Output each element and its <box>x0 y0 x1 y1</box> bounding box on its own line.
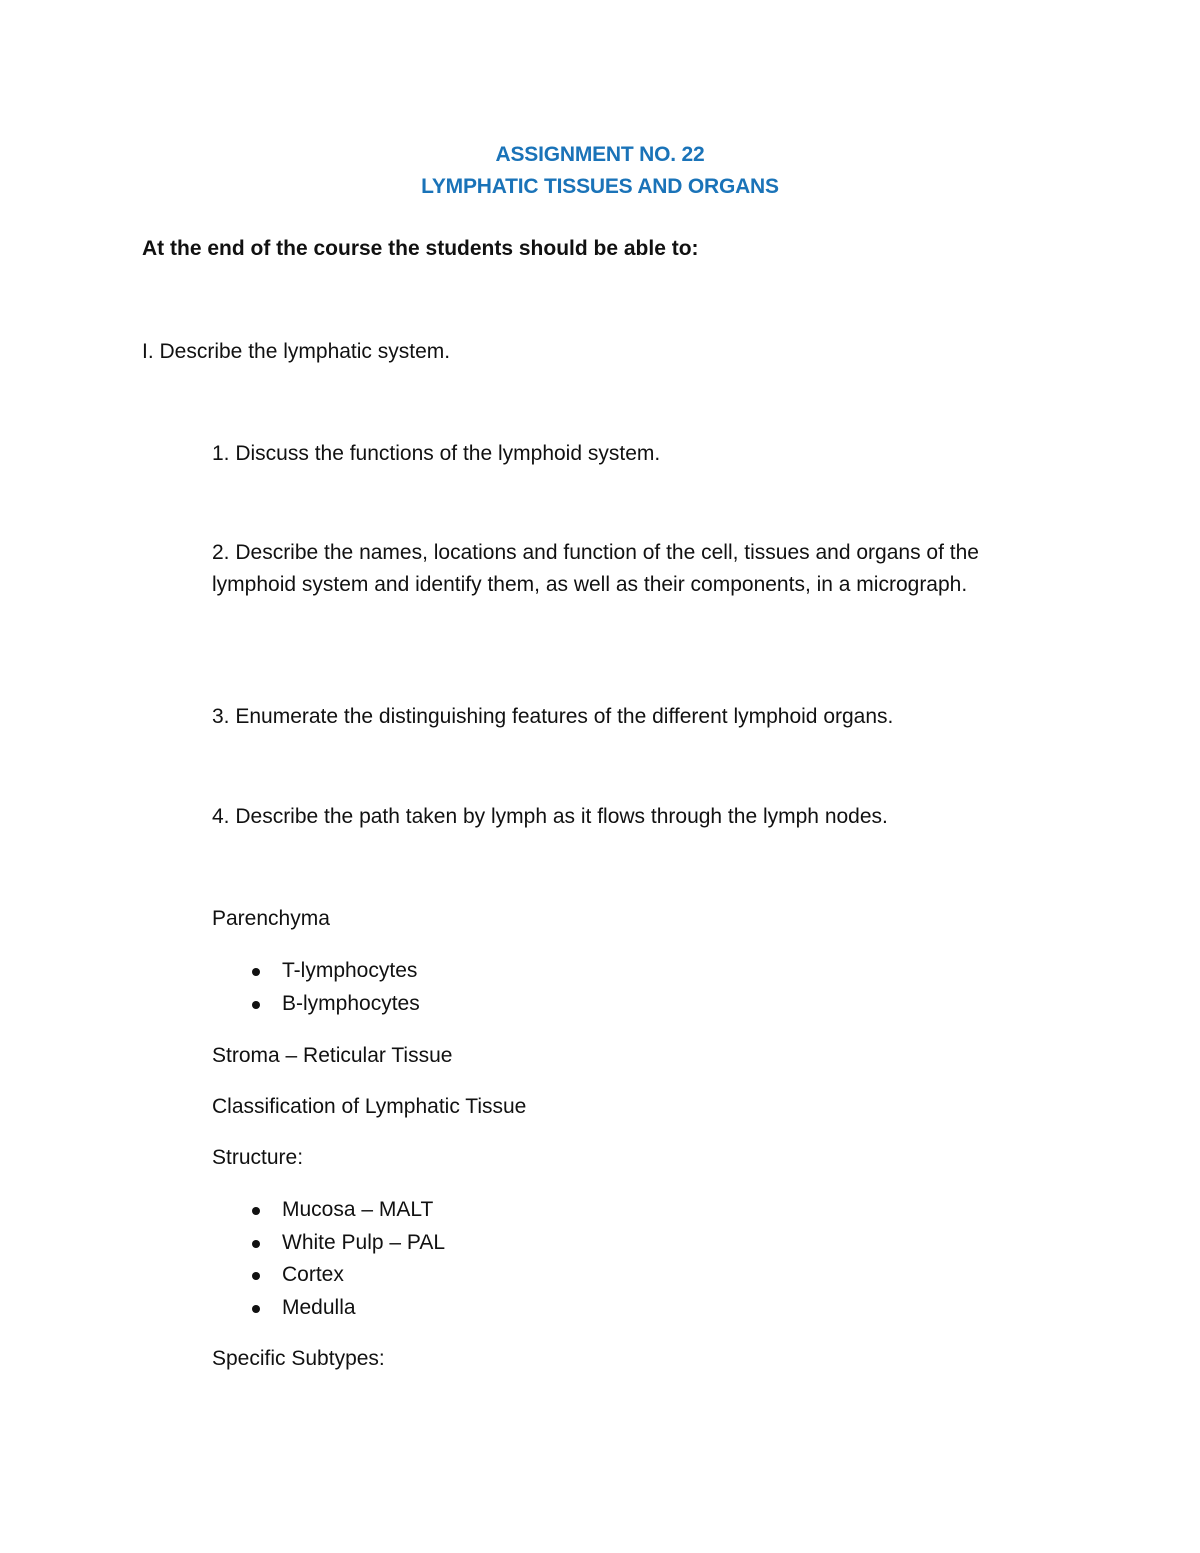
sub-objective-4: 4. Describe the path taken by lymph as it flows through the lymph nodes. <box>212 805 888 828</box>
list-item <box>248 955 420 988</box>
bullet-icon <box>252 1272 260 1280</box>
parenchyma-heading: Parenchyma <box>212 907 330 930</box>
list-item <box>248 1292 445 1325</box>
bullet-icon <box>252 968 260 976</box>
specific-subtypes-heading: Specific Subtypes: <box>212 1347 385 1370</box>
assignment-title: ASSIGNMENT NO. 22 <box>495 143 705 166</box>
bullet-icon <box>252 1001 260 1009</box>
bullet-icon <box>252 1240 260 1248</box>
main-objective: I. Describe the lymphatic system. <box>142 340 451 363</box>
parenchyma-list <box>248 955 420 1020</box>
sub-objective-3: 3. Enumerate the distinguishing features of the different lymphoid organs. <box>212 705 894 728</box>
classification-line: Classification of Lymphatic Tissue <box>212 1095 527 1118</box>
list-item-text: Cortex <box>282 1263 344 1286</box>
stroma-line: Stroma – Reticular Tissue <box>212 1044 453 1067</box>
list-item <box>248 1194 445 1227</box>
list-item <box>248 988 420 1021</box>
list-item <box>248 1259 445 1292</box>
list-item-text: T-lymphocytes <box>282 959 418 982</box>
list-item-text: B-lymphocytes <box>282 991 420 1015</box>
list-item <box>248 1227 445 1260</box>
structure-list <box>248 1194 445 1324</box>
bullet-icon <box>252 1207 260 1215</box>
assignment-subtitle: LYMPHATIC TISSUES AND ORGANS <box>421 175 779 198</box>
intro-heading: At the end of the course the students should be able to: <box>142 237 699 260</box>
list-item-text: Mucosa – MALT <box>282 1198 434 1221</box>
structure-heading: Structure: <box>212 1146 304 1169</box>
bullet-icon <box>252 1305 260 1313</box>
list-item-text: Medulla <box>282 1295 356 1319</box>
sub-objective-2: 2. Describe the names, locations and function of the cell, tissues and organs of the lymphoid system and identify them, as well as their components, in a micrograph. <box>212 541 979 596</box>
sub-objective-1: 1. Discuss the functions of the lymphoid system. <box>212 442 661 465</box>
list-item-text: White Pulp – PAL <box>282 1230 446 1254</box>
